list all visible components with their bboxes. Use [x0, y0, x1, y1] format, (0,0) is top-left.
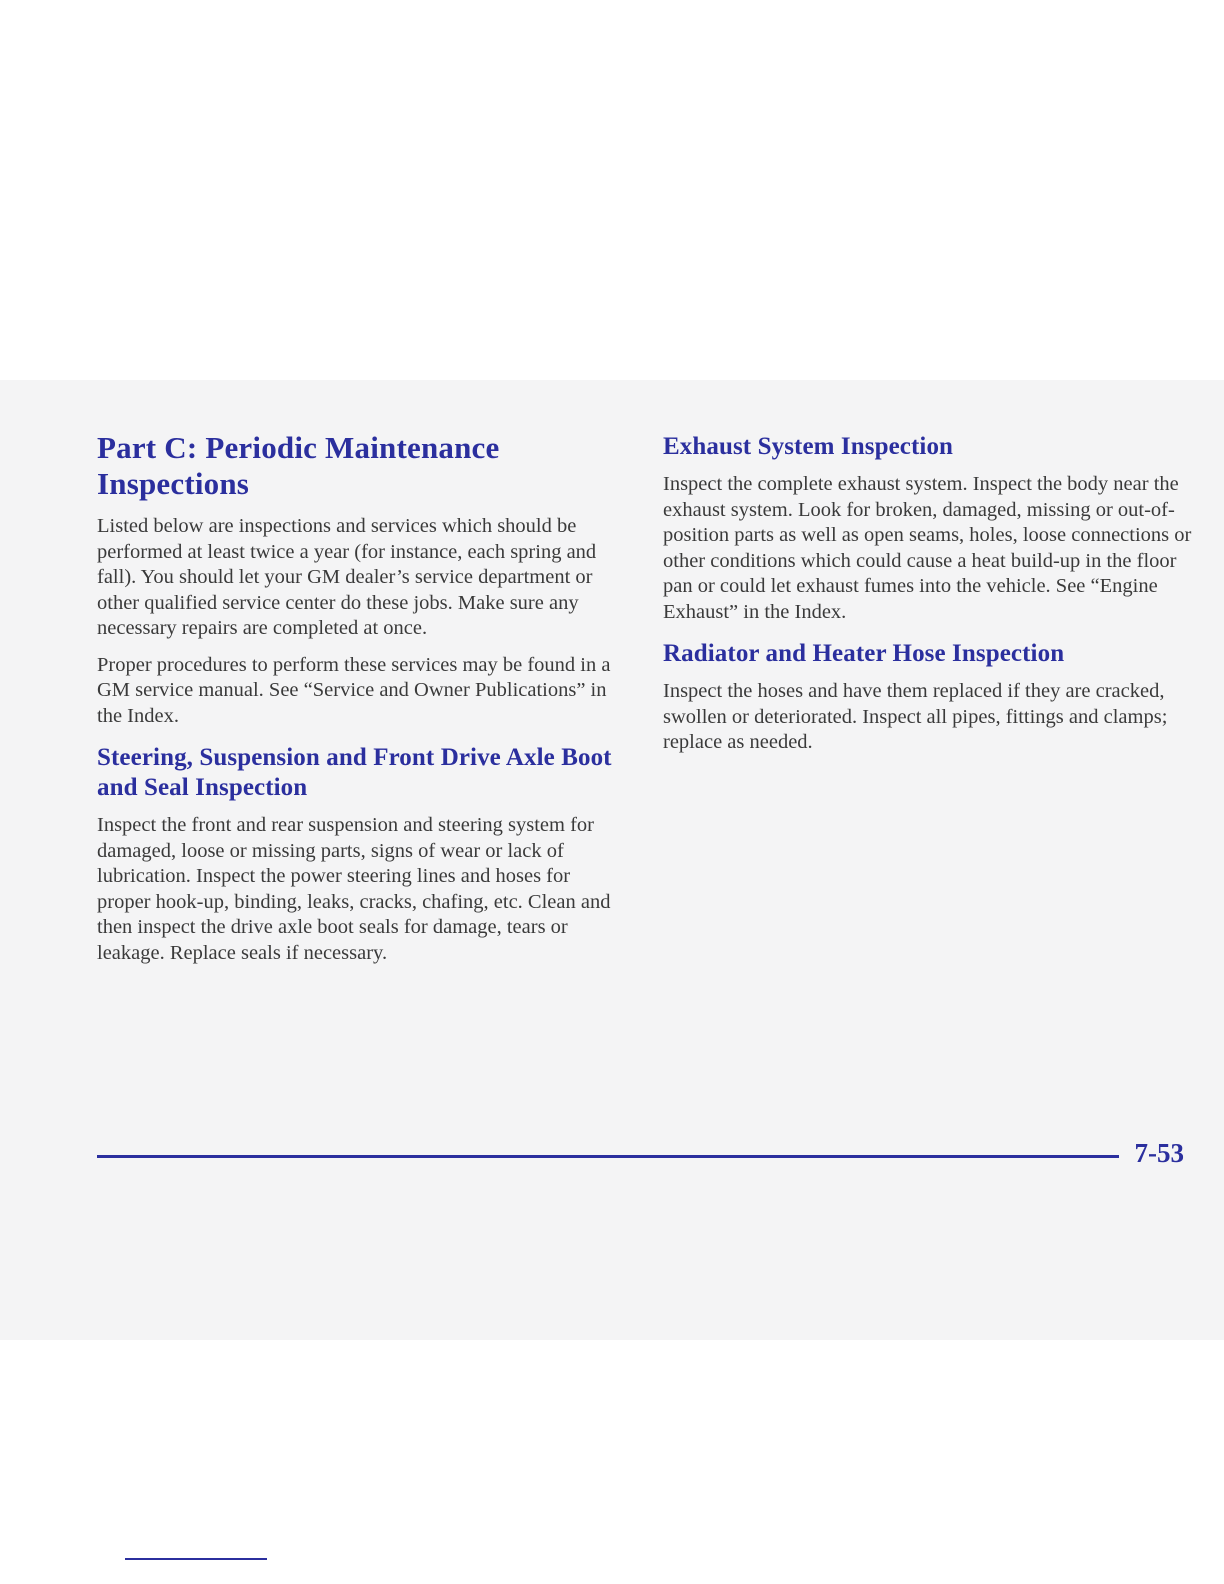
- steering-section-text: Inspect the front and rear suspension and steering system for damaged, loose or missing parts, signs of wear or lack of lubrication. Inspect the power steering lines and hoses for proper hook-up, binding, leaks, cracks, chafing, etc. Clean and then inspect the drive axle boot seals for damage, tears or leakage. Replace seals if necessary.: [97, 814, 611, 964]
- exhaust-section-text: Inspect the complete exhaust system. Inspect the body near the exhaust system. Look for broken, damaged, missing or out-of-position parts as well as open seams, holes, loose connections or other conditions which could cause a heat build-up in the floor pan or could let exhaust fumes into the vehicle. See “Engine Exhaust” in the Index.: [663, 473, 1192, 623]
- intro-paragraph: Listed below are inspections and services which should be performed at least twice a year (for instance, each spring and fall). You should let your GM dealer’s service department or other qualified service center do these jobs. Make sure any necessary repairs are completed at once.: [97, 515, 597, 639]
- page-title: Part C: Periodic Maintenance Inspections: [97, 430, 500, 501]
- right-column: [663, 432, 1193, 767]
- radiator-section-text: Inspect the hoses and have them replaced if they are cracked, swollen or deteriorated. Inspect all pipes, fittings and clamps; replace as needed.: [663, 680, 1168, 753]
- exhaust-section-heading: Exhaust System Inspection: [663, 433, 954, 460]
- page-number: 7-53: [1134, 1138, 1184, 1168]
- steering-section-heading: Steering, Suspension and Front Drive Axle Boot and Seal Inspection: [97, 744, 612, 801]
- bottom-underline-divider: [125, 1558, 267, 1560]
- procedures-paragraph: Proper procedures to perform these services may be found in a GM service manual. See “Service and Owner Publications” in the Index.: [97, 653, 611, 727]
- left-column: [97, 430, 622, 977]
- footer-divider: [97, 1155, 1119, 1158]
- radiator-section-heading: Radiator and Heater Hose Inspection: [663, 640, 1065, 667]
